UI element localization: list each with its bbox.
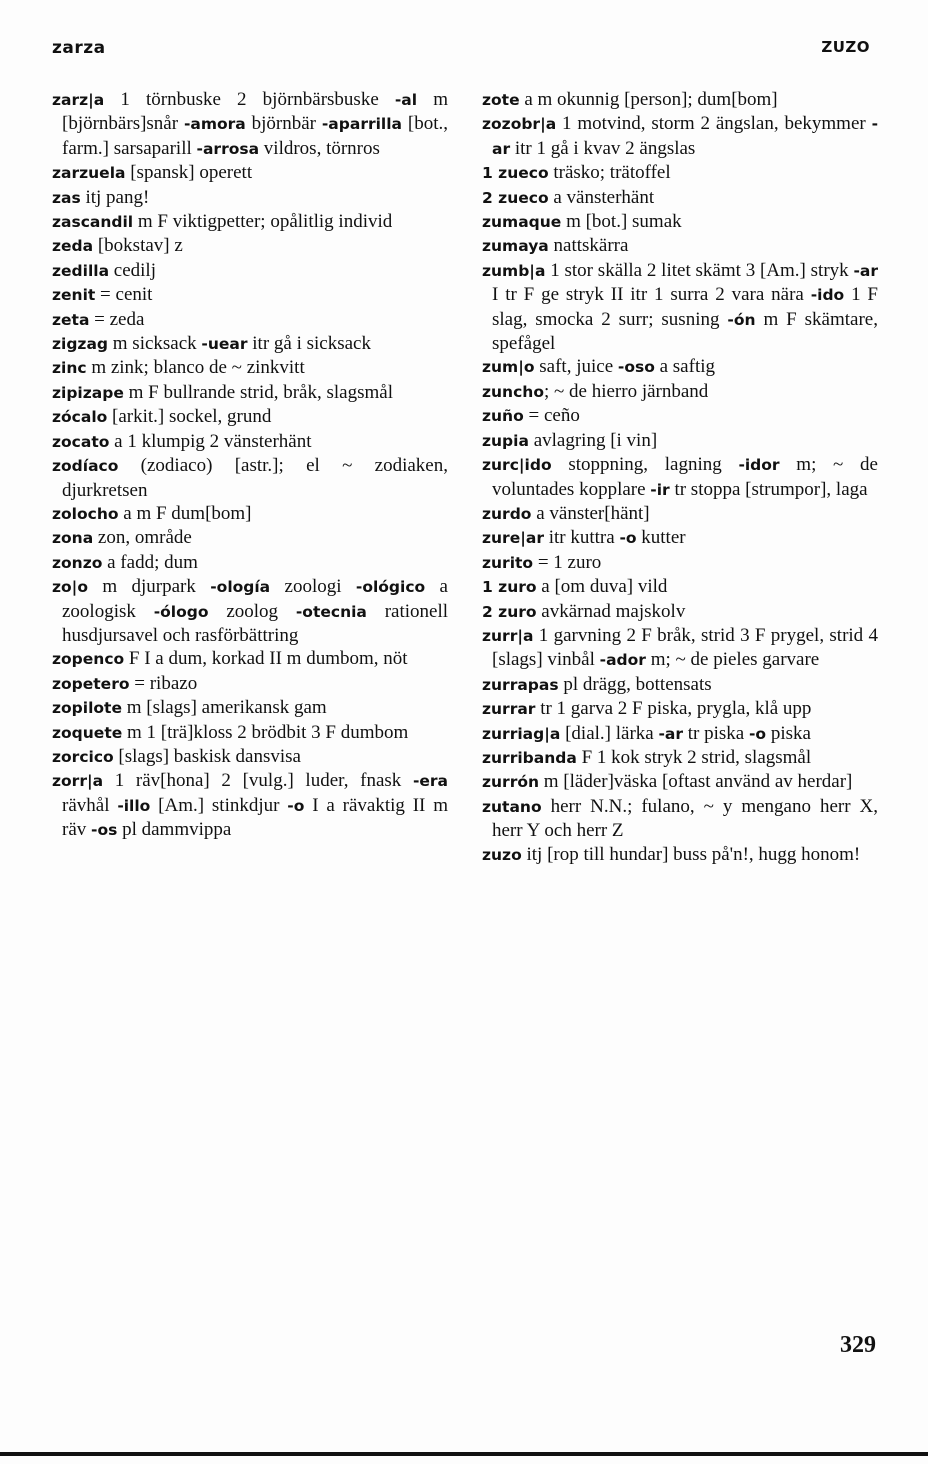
entry-headword: zigzag <box>52 335 109 354</box>
dictionary-entry <box>482 770 878 794</box>
entry-definition: itr kuttra <box>543 527 620 549</box>
entry-subform: -arrosa <box>196 139 260 158</box>
right-column <box>482 88 878 867</box>
page-number: 329 <box>840 1332 876 1358</box>
dictionary-entry <box>52 88 448 161</box>
entry-headword: zurriag|a <box>482 724 561 743</box>
entry-headword: zenit <box>52 286 96 305</box>
dictionary-entry <box>52 721 448 745</box>
entry-definition: avlagring [i vin] <box>528 429 658 451</box>
entry-subform: -ar <box>492 115 878 158</box>
running-head-left: zarza <box>52 38 106 58</box>
dictionary-entry <box>482 502 878 526</box>
entry-subform: -era <box>412 772 448 791</box>
entry-definition: zoolog <box>208 600 296 622</box>
entry-definition: saft, juice <box>534 356 618 378</box>
dictionary-entry <box>52 356 448 380</box>
entry-definition: I tr F ge stryk II itr 1 surra 2 vara nära <box>492 284 811 306</box>
entry-headword: zumaque <box>482 213 562 232</box>
entry-definition: [spansk] operett <box>125 162 253 184</box>
entry-definition: a vänster[hänt] <box>531 502 650 524</box>
dictionary-entry <box>482 697 878 721</box>
entry-headword: zure|ar <box>482 529 544 548</box>
entry-definition: m [björnbärs]snår <box>62 89 448 135</box>
running-head-right: ZUZO <box>821 38 870 56</box>
entry-definition: = ribazo <box>129 672 198 694</box>
entry-headword: zinc <box>52 359 87 378</box>
entry-headword: zurr|a <box>482 626 534 645</box>
entry-definition: piska <box>766 722 811 744</box>
entry-definition: m F viktigpetter; opålitlig individ <box>133 211 393 233</box>
entry-headword: zote <box>482 91 520 109</box>
dictionary-entry <box>52 430 448 454</box>
dictionary-entry <box>52 308 448 332</box>
entry-subform: -o <box>748 724 767 743</box>
entry-definition: [dial.] lärka <box>560 722 659 744</box>
entry-subform: -otecnia <box>295 602 367 621</box>
entry-definition: björnbär <box>245 113 322 135</box>
entry-definition: a vänsterhänt <box>548 186 655 208</box>
entry-headword: zuncho <box>482 382 544 401</box>
entry-subform: -ológico <box>355 578 426 597</box>
entry-headword: zócalo <box>52 408 108 427</box>
entry-definition: pl dammvippa <box>117 819 232 841</box>
entry-headword: 1 zuro <box>482 578 537 597</box>
entry-headword: zolocho <box>52 504 119 523</box>
dictionary-entry <box>482 575 878 599</box>
entry-definition: m sicksack <box>108 333 202 355</box>
entry-headword: zorcico <box>52 747 114 766</box>
dictionary-entry <box>482 186 878 210</box>
entry-headword: 2 zueco <box>482 188 549 207</box>
entry-definition: m F skämtare, spefågel <box>492 308 878 355</box>
entry-definition: tr 1 garva 2 F piska, prygla, klå upp <box>535 698 812 720</box>
dictionary-entry <box>482 795 878 843</box>
entry-headword: zumb|a <box>482 261 546 280</box>
entry-definition: 1 motvind, storm 2 ängslan, bekymmer <box>556 113 872 135</box>
dictionary-entry <box>52 283 448 307</box>
entry-subform: -oso <box>617 358 655 377</box>
dictionary-entry <box>482 112 878 161</box>
dictionary-entry <box>52 259 448 283</box>
entry-definition: [bot., farm.] sarsaparill <box>62 113 448 159</box>
entry-headword: 2 zuro <box>482 602 537 621</box>
dictionary-entry <box>52 745 448 769</box>
entry-definition: = zeda <box>89 308 145 330</box>
entry-headword: zocato <box>52 432 110 451</box>
entry-headword: zona <box>52 529 94 548</box>
entry-subform: -ología <box>210 578 271 597</box>
dictionary-entry <box>52 161 448 185</box>
entry-definition: stoppning, lagning <box>551 454 739 476</box>
dictionary-entry <box>482 526 878 550</box>
dictionary-entry <box>52 332 448 356</box>
dictionary-entry <box>52 210 448 234</box>
entry-definition: itr gå i sicksack <box>247 333 371 355</box>
entry-definition: nattskärra <box>548 235 629 257</box>
entry-subform: -idor <box>738 456 780 475</box>
entry-headword: zodíaco <box>52 457 119 476</box>
entry-definition: itr 1 gå i kvav 2 ängslas <box>510 137 696 159</box>
entry-definition: m zink; blanco de ~ zinkvitt <box>86 357 305 379</box>
dictionary-entry <box>52 454 448 502</box>
entry-definition: [Am.] stinkdjur <box>150 794 288 816</box>
entry-headword: zurrar <box>482 700 536 719</box>
entry-headword: zarzuela <box>52 164 126 183</box>
entry-definition: m [bot.] sumak <box>561 211 682 233</box>
dictionary-entry <box>52 769 448 842</box>
entry-definition: a m F dum[bom] <box>118 502 252 524</box>
dictionary-entry <box>482 746 878 770</box>
entry-definition: m 1 [trä]kloss 2 brödbit 3 F dumbom <box>122 721 409 743</box>
entry-definition: 1 F slag, smocka 2 surr; susning <box>492 284 878 330</box>
entry-definition: tr stoppa [strumpor], laga <box>669 478 868 500</box>
entry-definition: 1 törnbuske 2 björnbärsbuske <box>104 89 395 110</box>
dictionary-entry <box>482 722 878 746</box>
entry-definition: kutter <box>636 527 686 549</box>
entry-definition: m F bullrande strid, bråk, slagsmål <box>123 381 393 403</box>
entry-headword: zutano <box>482 797 542 816</box>
entry-headword: zopetero <box>52 674 130 693</box>
entry-headword: zurribanda <box>482 748 577 767</box>
dictionary-entry <box>482 404 878 428</box>
dictionary-entry <box>482 624 878 673</box>
entry-definition: zon, område <box>93 527 192 549</box>
entry-subform: -aparrilla <box>321 115 403 134</box>
entry-definition: zoologi <box>270 576 356 598</box>
entry-definition: rävhål <box>62 794 118 816</box>
entry-definition: cedilj <box>109 259 156 281</box>
dictionary-entry <box>482 88 878 112</box>
entry-definition: [arkit.] sockel, grund <box>107 406 272 428</box>
dictionary-entry <box>52 405 448 429</box>
entry-subform: -al <box>394 91 418 109</box>
entry-headword: zurdo <box>482 504 532 523</box>
dictionary-entry <box>482 259 878 356</box>
dictionary-entry <box>482 429 878 453</box>
entry-definition: itj [rop till hundar] buss på'n!, hugg honom! <box>521 843 861 865</box>
entry-subform: -ólogo <box>153 602 209 621</box>
entry-headword: zurito <box>482 553 534 572</box>
entry-headword: zopilote <box>52 699 122 718</box>
dictionary-entry <box>482 355 878 379</box>
entry-definition: = 1 zuro <box>533 551 602 573</box>
entry-definition: m [läder]väska [oftast använd av herdar] <box>539 771 853 793</box>
entry-headword: zurc|ido <box>482 456 552 475</box>
entry-definition: herr N.N.; fulano, ~ y mengano herr X, herr Y och herr Z <box>492 795 878 842</box>
entry-definition: avkärnad majskolv <box>536 600 686 622</box>
entry-subform: -uear <box>201 335 248 354</box>
entry-definition: m [slags] amerikansk gam <box>121 697 327 719</box>
entry-definition: träsko; trätoffel <box>548 162 671 184</box>
entry-subform: -ar <box>658 724 684 743</box>
entry-definition: F I a dum, korkad II m dumbom, nöt <box>124 648 408 670</box>
entry-definition: rationell husdjursavel och rasförbättring <box>62 600 449 646</box>
entry-headword: zum|o <box>482 358 535 377</box>
entry-definition: = ceño <box>523 405 580 427</box>
entry-definition: [bokstav] z <box>93 235 183 257</box>
entry-subform: -ido <box>810 286 845 305</box>
entry-subform: -o <box>619 529 637 548</box>
entry-definition: m; ~ de voluntades kopplare <box>492 454 878 500</box>
entry-headword: zurrón <box>482 773 540 792</box>
entry-definition: = cenit <box>95 284 153 306</box>
entry-headword: zuño <box>482 407 524 426</box>
entry-definition: tr piska <box>683 722 749 744</box>
entry-definition: [slags] baskisk dansvisa <box>113 745 301 767</box>
entry-definition: 1 räv[hona] 2 [vulg.] luder, fnask <box>103 770 413 792</box>
entry-subform: -ón <box>727 310 756 329</box>
entry-headword: zumaya <box>482 237 549 256</box>
entry-subform: -os <box>91 821 118 840</box>
entry-headword: zo|o <box>52 578 88 597</box>
dictionary-entry <box>52 502 448 526</box>
entry-headword: 1 zueco <box>482 164 549 183</box>
dictionary-entry <box>52 381 448 405</box>
entry-headword: zozobr|a <box>482 115 557 134</box>
entry-headword: zuzo <box>482 845 522 864</box>
entry-headword: zoquete <box>52 723 123 742</box>
entry-headword: zipizape <box>52 383 124 402</box>
entry-subform: -illo <box>117 796 151 815</box>
entry-definition: m djurpark <box>87 576 211 598</box>
dictionary-entry <box>52 186 448 210</box>
dictionary-entry <box>482 210 878 234</box>
entry-definition: F 1 kok stryk 2 strid, slagsmål <box>576 746 812 768</box>
entry-definition: a fadd; dum <box>102 551 198 573</box>
entry-definition: a [om duva] vild <box>536 576 668 598</box>
entry-definition: vildros, törnros <box>259 137 380 159</box>
entry-definition: a zoologisk <box>62 576 448 622</box>
entry-subform: -amora <box>183 115 246 134</box>
entry-headword: zeta <box>52 310 90 329</box>
dictionary-entry <box>52 696 448 720</box>
dictionary-entry <box>52 647 448 671</box>
entry-headword: zeda <box>52 237 94 256</box>
entry-headword: zascandil <box>52 213 134 232</box>
entry-definition: ; ~ de hierro järnband <box>543 380 709 402</box>
dictionary-entry <box>482 551 878 575</box>
entry-definition: m; ~ de pieles garvare <box>645 649 820 671</box>
entry-subform: -ir <box>650 480 670 499</box>
entry-definition: 1 garvning 2 F bråk, strid 3 F prygel, strid 4 [slags] vinbål <box>492 624 878 671</box>
dictionary-entry <box>52 575 448 647</box>
entry-headword: zedilla <box>52 261 110 280</box>
dictionary-entry <box>482 380 878 404</box>
entry-definition: pl drägg, bottensats <box>558 673 712 695</box>
entry-headword: zorr|a <box>52 772 104 791</box>
bottom-rule <box>0 1452 928 1456</box>
entry-definition: (zodiaco) [astr.]; el ~ zodiaken, djurkretsen <box>62 455 448 501</box>
entry-subform: -ar <box>853 261 878 280</box>
dictionary-entry <box>52 234 448 258</box>
entry-definition: a 1 klumpig 2 vänsterhänt <box>109 430 312 452</box>
entry-subform: -o <box>287 796 305 815</box>
dictionary-entry <box>482 453 878 502</box>
entry-headword: zarz|a <box>52 91 105 109</box>
dictionary-entry <box>52 672 448 696</box>
entry-headword: zas <box>52 188 81 207</box>
entry-headword: zonzo <box>52 553 103 572</box>
entry-definition: I a rävaktig II m räv <box>62 794 448 841</box>
entry-definition: itj pang! <box>80 186 150 208</box>
dictionary-entry <box>482 843 878 867</box>
dictionary-entry <box>52 526 448 550</box>
dictionary-entry <box>482 600 878 624</box>
entry-headword: zupia <box>482 431 529 450</box>
entry-headword: zurrapas <box>482 675 559 694</box>
entry-definition: 1 stor skälla 2 litet skämt 3 [Am.] stryk <box>545 259 854 281</box>
dictionary-entry <box>482 234 878 258</box>
dictionary-entry <box>52 551 448 575</box>
entry-definition: a saftig <box>654 356 716 378</box>
dictionary-entry <box>482 673 878 697</box>
left-column <box>52 88 448 843</box>
entry-subform: -ador <box>599 651 646 670</box>
entry-headword: zopenco <box>52 650 125 669</box>
entry-definition: a m okunnig [person]; dum[bom] <box>519 89 778 110</box>
dictionary-entry <box>482 161 878 185</box>
